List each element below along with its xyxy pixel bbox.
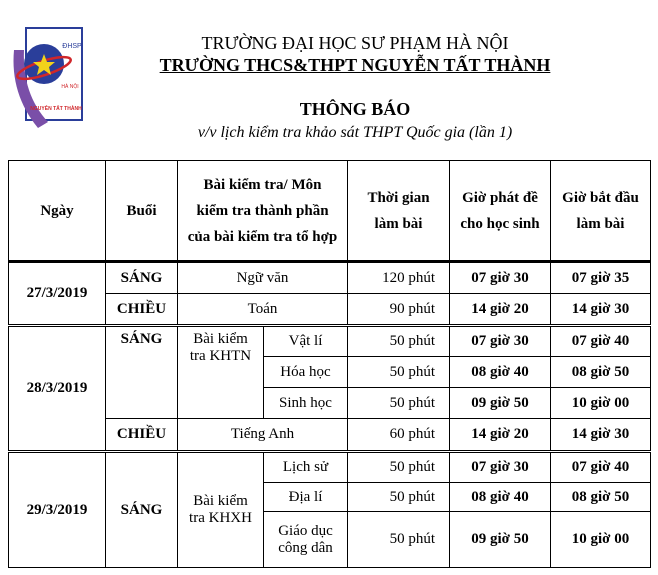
date-cell: 29/3/2019 [9, 452, 106, 568]
duration-cell: 120 phút [348, 262, 450, 294]
date-cell: 27/3/2019 [9, 262, 106, 326]
notice-title: THÔNG BÁO [299, 99, 411, 119]
header-subject [178, 161, 348, 262]
header-subject-line1: Bài kiểm tra/ Môn [203, 176, 322, 193]
duration-cell: 90 phút [348, 294, 450, 326]
session-cell: CHIỀU [106, 294, 178, 326]
group-cell [178, 452, 264, 568]
header-subject-line2: kiểm tra thành phần [196, 202, 329, 219]
handout-cell: 07 giờ 30 [450, 326, 551, 357]
session-cell: CHIỀU [106, 419, 178, 452]
header-duration-line2: làm bài [374, 215, 423, 232]
notice-subtitle: v/v lịch kiểm tra khảo sát THPT Quốc gia (lần 1) [197, 124, 513, 141]
logo-school-name: NGUYỄN TẤT THÀNH [30, 106, 82, 112]
date-cell: 28/3/2019 [9, 326, 106, 452]
group-line1: Bài kiểm [193, 331, 248, 347]
subject-cell: Địa lí [264, 483, 348, 512]
start-cell: 08 giờ 50 [551, 357, 651, 388]
table-row [9, 419, 651, 452]
subject-line2: công dân [278, 539, 333, 556]
duration-cell: 50 phút [348, 483, 450, 512]
table-row [9, 452, 651, 483]
school-name: TRƯỜNG THCS&THPT NGUYỄN TẤT THÀNH [159, 55, 551, 75]
start-cell: 10 giờ 00 [551, 512, 651, 568]
handout-cell: 07 giờ 30 [450, 262, 551, 294]
session-cell: SÁNG [106, 326, 178, 419]
start-cell: 10 giờ 00 [551, 388, 651, 419]
start-cell: 14 giờ 30 [551, 419, 651, 452]
subject-line1: Giáo dục [278, 522, 333, 539]
header-subject-line3: của bài kiểm tra tổ hợp [187, 228, 338, 245]
header-session: Buổi [106, 161, 178, 262]
header-handout-line1: Giờ phát đề [462, 189, 538, 206]
handout-cell: 09 giờ 50 [450, 388, 551, 419]
subject-cell: Hóa học [264, 357, 348, 388]
subject-cell: Lịch sử [264, 452, 348, 483]
logo-letters: ĐHSP [62, 43, 82, 50]
header-start-line1: Giờ bắt đầu [562, 189, 639, 206]
duration-cell: 50 phút [348, 388, 450, 419]
start-cell: 07 giờ 35 [551, 262, 651, 294]
subject-cell: Tiếng Anh [178, 419, 348, 452]
group-line2: tra KHXH [189, 510, 252, 526]
header-row [9, 161, 651, 262]
header-handout [450, 161, 551, 262]
start-cell: 08 giờ 50 [551, 483, 651, 512]
group-cell [178, 326, 264, 419]
header-start [551, 161, 651, 262]
start-cell: 14 giờ 30 [551, 294, 651, 326]
duration-cell: 50 phút [348, 512, 450, 568]
subject-cell: Vật lí [264, 326, 348, 357]
duration-cell: 50 phút [348, 452, 450, 483]
logo-city: HÀ NỘI [61, 84, 79, 90]
subject-cell [264, 512, 348, 568]
handout-cell: 14 giờ 20 [450, 419, 551, 452]
duration-cell: 50 phút [348, 357, 450, 388]
subject-cell: Sinh học [264, 388, 348, 419]
start-cell: 07 giờ 40 [551, 452, 651, 483]
subject-cell: Toán [178, 294, 348, 326]
header-duration [348, 161, 450, 262]
header-date: Ngày [9, 161, 106, 262]
table-row [9, 326, 651, 357]
table-row [9, 294, 651, 326]
group-line1: Bài kiểm [193, 493, 248, 509]
start-cell: 07 giờ 40 [551, 326, 651, 357]
table-row [9, 262, 651, 294]
duration-cell: 50 phút [348, 326, 450, 357]
exam-schedule-table [8, 160, 651, 568]
duration-cell: 60 phút [348, 419, 450, 452]
header-handout-line2: cho học sinh [460, 215, 540, 232]
session-cell: SÁNG [106, 452, 178, 568]
handout-cell: 08 giờ 40 [450, 357, 551, 388]
group-line2: tra KHTN [189, 348, 252, 364]
university-name: TRƯỜNG ĐẠI HỌC SƯ PHẠM HÀ NỘI [201, 33, 509, 53]
header-start-line2: làm bài [576, 215, 625, 232]
handout-cell: 07 giờ 30 [450, 452, 551, 483]
session-cell: SÁNG [106, 262, 178, 294]
handout-cell: 08 giờ 40 [450, 483, 551, 512]
header-duration-line1: Thời gian [367, 189, 430, 206]
subject-cell: Ngữ văn [178, 262, 348, 294]
handout-cell: 14 giờ 20 [450, 294, 551, 326]
handout-cell: 09 giờ 50 [450, 512, 551, 568]
